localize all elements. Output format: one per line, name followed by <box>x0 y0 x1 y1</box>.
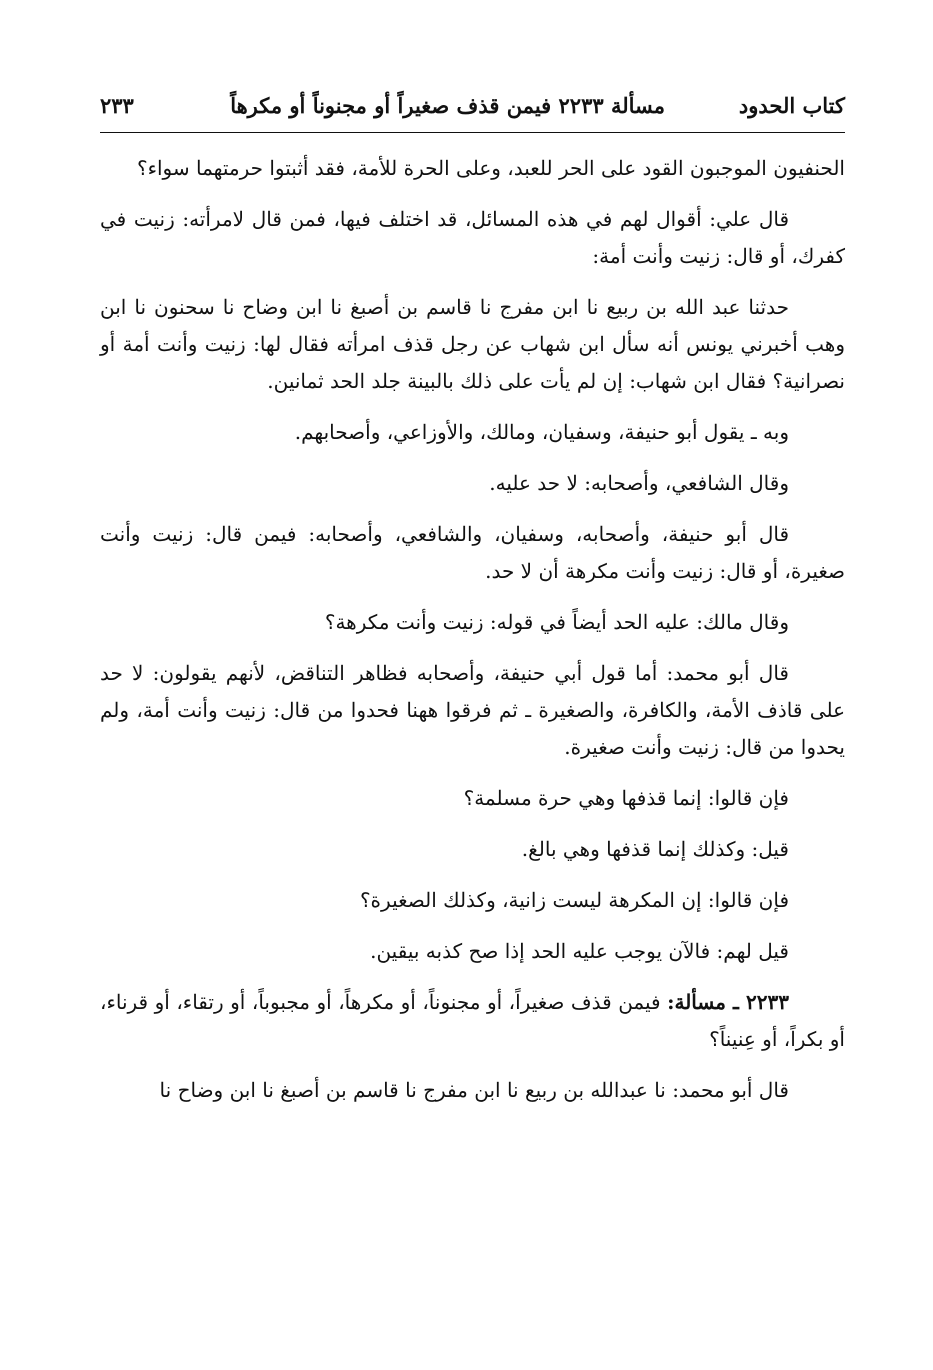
paragraph: قال علي: أقوال لهم في هذه المسائل، قد اختلف فيها، فمن قال لامرأته: زنيت في كفرك، أو قال: زنيت وأنت أمة: <box>100 207 845 268</box>
paragraph: الحنفيون الموجبون القود على الحر للعبد، وعلى الحرة للأمة، فقد أثبتوا حرمتهما سواء؟ <box>136 156 845 180</box>
paragraph: وقال الشافعي، وأصحابه: لا حد عليه. <box>489 471 789 495</box>
issue-text: فيمن قذف صغيراً، أو مجنوناً، أو مكرهاً، أو مجبوباً، أو رتقاء، أو قرناء، أو بكراً، أو عِنيناً؟ <box>100 990 845 1051</box>
paragraph: قيل لهم: فالآن يوجب عليه الحد إذا صح كذبه بيقين. <box>370 939 789 963</box>
paragraph: حدثنا عبد الله بن ربيع نا ابن مفرج نا قاسم بن أصبغ نا ابن وضاح نا سحنون نا ابن وهب أخبرني يونس أنه سأل ابن شهاب عن رجل قذف امرأته فقال لها: زنيت وأنت أمة أو نصرانية؟ فقال ابن شهاب: إن لم يأت على ذلك بالبينة جلد الحد ثمانين. <box>100 295 845 393</box>
header-rule <box>100 132 845 133</box>
page-number: ٢٣٣ <box>100 93 134 118</box>
header-book-title: كتاب الحدود <box>738 93 845 118</box>
running-header <box>100 86 845 126</box>
paragraph: وقال مالك: عليه الحد أيضاً في قوله: زنيت وأنت مكرهة؟ <box>324 610 789 634</box>
page-body <box>100 150 845 1123</box>
issue-number: ٢٢٣٣ ـ مسألة: <box>667 990 789 1014</box>
paragraph: قيل: وكذلك إنما قذفها وهي بالغ. <box>521 837 789 861</box>
header-issue-title: مسألة ٢٢٣٣ فيمن قذف صغيراً أو مجنوناً أو مكرهاً <box>230 93 665 118</box>
issue-heading <box>100 984 845 1058</box>
paragraph: قال أبو حنيفة، وأصحابه، وسفيان، والشافعي، وأصحابه: فيمن قال: زنيت وأنت صغيرة، أو قال: زنيت وأنت مكرهة أن لا حد. <box>100 522 845 583</box>
paragraph: فإن قالوا: إنما قذفها وهي حرة مسلمة؟ <box>463 786 789 810</box>
paragraph: فإن قالوا: إن المكرهة ليست زانية، وكذلك الصغيرة؟ <box>359 888 789 912</box>
paragraph: قال أبو محمد: نا عبدالله بن ربيع نا ابن مفرج نا قاسم بن أصبغ نا ابن وضاح نا <box>159 1078 789 1102</box>
paragraph: قال أبو محمد: أما قول أبي حنيفة، وأصحابه فظاهر التناقض، لأنهم يقولون: لا حد على قاذف الأمة، والكافرة، والصغيرة ـ ثم فرقوا ههنا فحدوا من قال: زنيت وأنت أمة، ولم يحدوا من قال: زنيت وأنت صغيرة. <box>100 661 845 759</box>
paragraph: وبه ـ يقول أبو حنيفة، وسفيان، ومالك، والأوزاعي، وأصحابهم. <box>294 420 789 444</box>
